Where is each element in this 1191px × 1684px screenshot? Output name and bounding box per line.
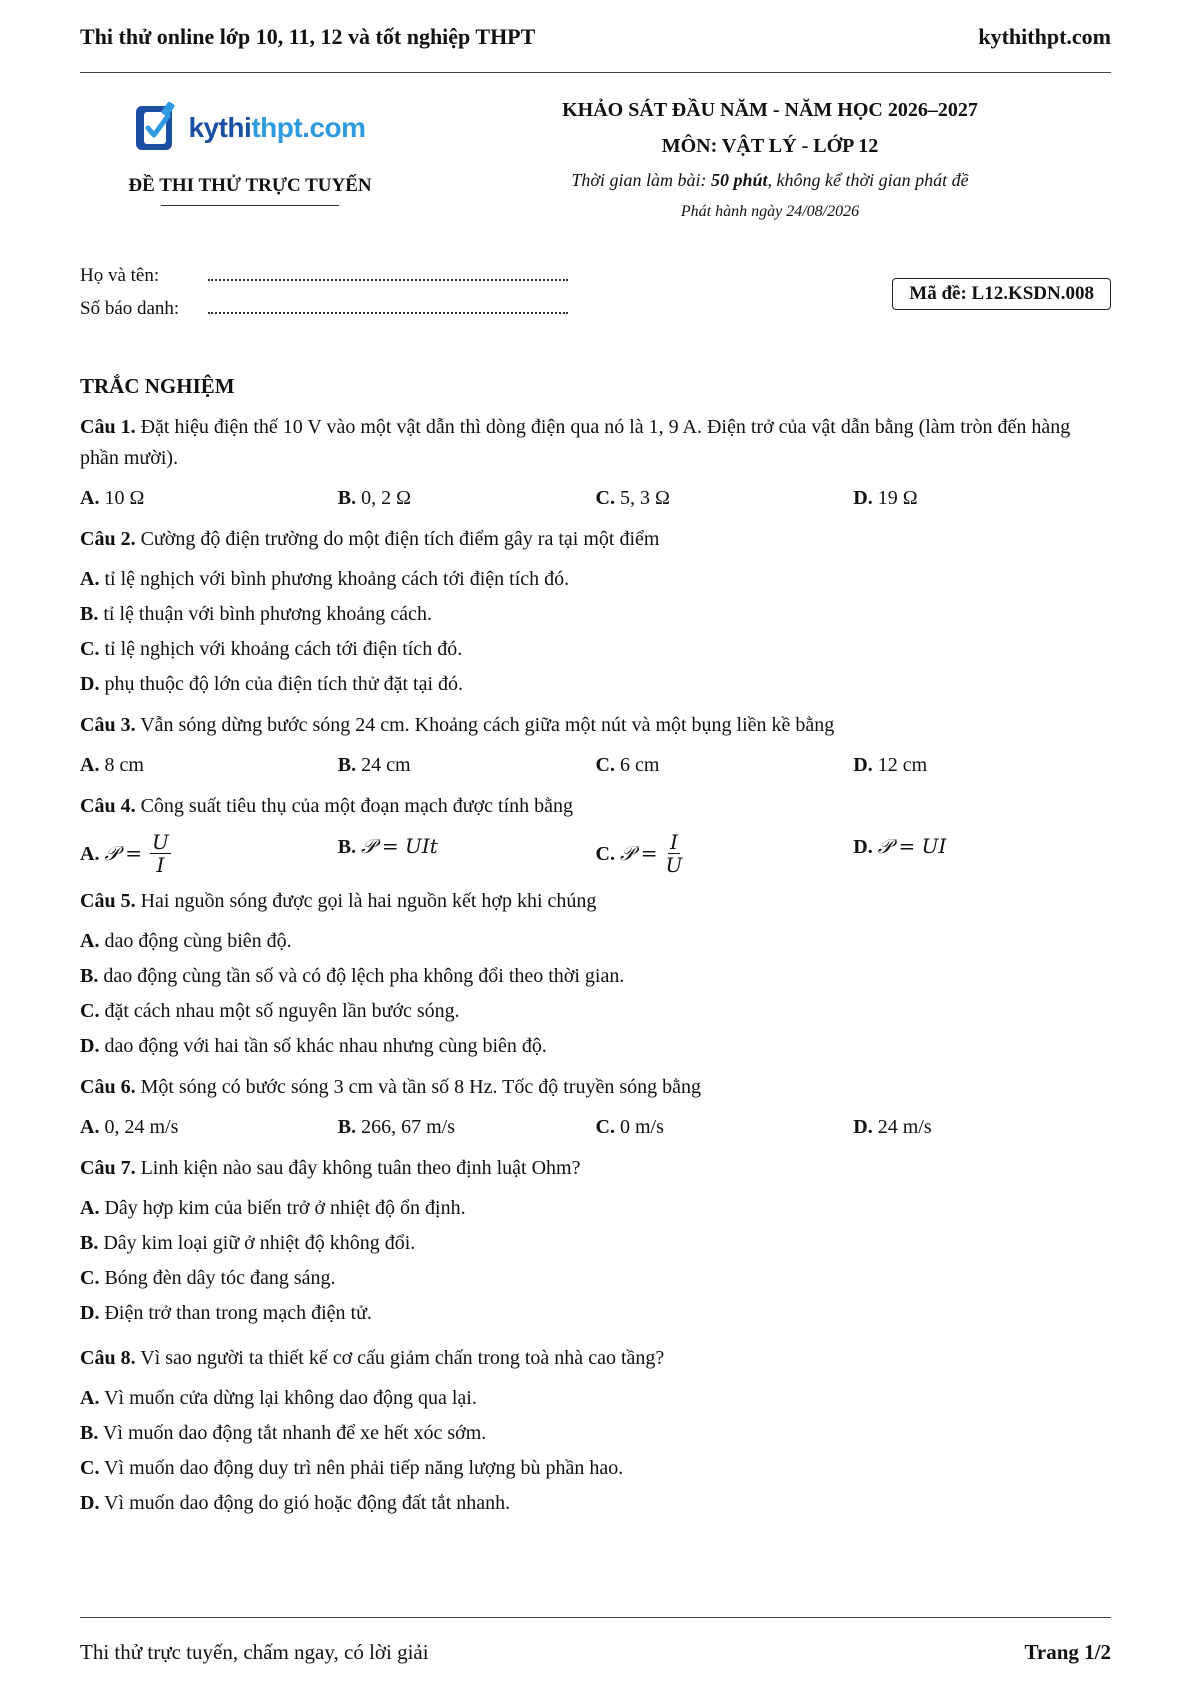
option-text: 6 cm bbox=[619, 754, 660, 776]
exam-subject: MÔN: VẬT LÝ - LỚP 12 bbox=[661, 135, 879, 157]
answer-option-c[interactable] bbox=[80, 1453, 1111, 1484]
option-text: dao động cùng biên độ. bbox=[104, 930, 292, 952]
question-list bbox=[80, 412, 1111, 1529]
footer-divider bbox=[80, 1617, 1111, 1618]
option-text: phụ thuộc độ lớn của điện tích thử đặt tại đó. bbox=[104, 673, 464, 695]
question-number: Câu 3. bbox=[80, 714, 136, 736]
question-text: Đặt hiệu điện thế 10 V vào một vật dẫn thì dòng điện qua nó là 1, 9 A. Điện trở của vật dẫn bằng (làm tròn đến hàng phần mười). bbox=[80, 416, 1071, 469]
option-letter: C. bbox=[80, 638, 100, 660]
option-letter: A. bbox=[80, 843, 100, 865]
option-letter: C. bbox=[595, 1116, 615, 1138]
question-text: Linh kiện nào sau đây không tuân theo định luật Ohm? bbox=[140, 1157, 581, 1179]
question-text: Vẫn sóng dừng bước sóng 24 cm. Khoảng cách giữa một nút và một bụng liền kề bằng bbox=[140, 714, 835, 736]
exam-duration: Thời gian làm bài: 50 phút, không kể thời gian phát đề bbox=[571, 170, 969, 190]
question-1 bbox=[80, 412, 1111, 514]
answer-option-d[interactable] bbox=[80, 669, 1111, 700]
question-2 bbox=[80, 524, 1111, 700]
option-text: tỉ lệ nghịch với bình phương khoảng cách tới điện tích đó. bbox=[104, 568, 570, 590]
id-label: Số báo danh: bbox=[80, 298, 180, 319]
option-text: 19 Ω bbox=[877, 487, 918, 509]
option-letter: D. bbox=[853, 487, 873, 509]
option-letter: C. bbox=[595, 843, 615, 865]
option-text: Điện trở than trong mạch điện tử. bbox=[104, 1302, 372, 1324]
option-letter: A. bbox=[80, 1197, 100, 1219]
answer-option-b[interactable] bbox=[338, 1112, 596, 1143]
logo-subtitle: ĐỀ THI THỬ TRỰC TUYẾN bbox=[128, 175, 372, 196]
option-letter: C. bbox=[80, 1000, 100, 1022]
answer-options bbox=[80, 483, 1111, 514]
question-8 bbox=[80, 1343, 1111, 1519]
exam-heading bbox=[530, 96, 1010, 221]
fraction bbox=[666, 831, 683, 876]
answer-option-a[interactable] bbox=[80, 1193, 610, 1224]
option-letter: D. bbox=[853, 1116, 873, 1138]
option-letter: A. bbox=[80, 930, 100, 952]
header-left-text: Thi thử online lớp 10, 11, 12 và tốt nghiệp THPT bbox=[80, 24, 536, 49]
option-text: Dây kim loại giữ ở nhiệt độ không đổi. bbox=[103, 1232, 416, 1254]
answer-option-b[interactable] bbox=[338, 483, 596, 514]
page-number: Trang 1/2 bbox=[1024, 1640, 1111, 1664]
question-number: Câu 1. bbox=[80, 416, 136, 438]
option-letter: D. bbox=[80, 1492, 100, 1514]
question-3 bbox=[80, 710, 1111, 781]
option-letter: D. bbox=[853, 836, 873, 858]
option-letter: D. bbox=[80, 1302, 100, 1324]
option-formula: 𝒫 = UI bbox=[877, 834, 947, 858]
exam-title: KHẢO SÁT ĐẦU NĂM - NĂM HỌC 2026–2027 bbox=[562, 99, 978, 121]
name-label: Họ và tên: bbox=[80, 265, 160, 286]
answer-option-a[interactable] bbox=[80, 926, 1111, 957]
option-letter: B. bbox=[80, 965, 99, 987]
answer-options bbox=[80, 1193, 1111, 1333]
option-letter: A. bbox=[80, 487, 100, 509]
option-letter: C. bbox=[595, 487, 615, 509]
question-stem bbox=[80, 791, 1111, 822]
option-letter: B. bbox=[337, 487, 357, 509]
question-stem bbox=[80, 886, 1111, 917]
question-text: Hai nguồn sóng được gọi là hai nguồn kết hợp khi chúng bbox=[140, 890, 597, 912]
exam-code-box: Mã đề: L12.KSDN.008 bbox=[892, 278, 1111, 310]
answer-option-d[interactable] bbox=[80, 1031, 1111, 1062]
option-text: Dây hợp kim của biến trở ở nhiệt độ ổn định. bbox=[104, 1197, 466, 1219]
id-field[interactable] bbox=[208, 298, 568, 314]
option-letter: C. bbox=[80, 1457, 100, 1479]
answer-option-a[interactable] bbox=[80, 1112, 338, 1143]
answer-option-b[interactable] bbox=[338, 750, 596, 781]
answer-option-b[interactable] bbox=[80, 599, 1111, 630]
option-text: 24 cm bbox=[361, 754, 411, 776]
exam-issue-date: Phát hành ngày 24/08/2026 bbox=[680, 203, 860, 220]
question-stem bbox=[80, 1072, 1111, 1103]
option-text: 0, 24 m/s bbox=[104, 1116, 179, 1138]
answer-options bbox=[80, 926, 1111, 1062]
answer-options bbox=[80, 1112, 1111, 1143]
option-text: 10 Ω bbox=[104, 487, 145, 509]
question-stem bbox=[80, 1343, 1111, 1374]
answer-option-a[interactable] bbox=[80, 750, 338, 781]
option-letter: A. bbox=[80, 1116, 100, 1138]
option-text: Vì muốn cửa dừng lại không dao động qua lại. bbox=[104, 1387, 477, 1409]
option-text: Vì muốn dao động duy trì nên phải tiếp năng lượng bù phần hao. bbox=[104, 1457, 624, 1479]
question-number: Câu 2. bbox=[80, 528, 136, 550]
logo-wordmark: kythithpt.com bbox=[188, 112, 366, 143]
option-text: tỉ lệ nghịch với khoảng cách tới điện tích đó. bbox=[104, 638, 463, 660]
fraction bbox=[150, 831, 171, 876]
footer-tagline: Thi thử trực tuyến, chấm ngay, có lời giải bbox=[80, 1640, 429, 1664]
logo-underline bbox=[161, 205, 339, 206]
option-text: Bóng đèn dây tóc đang sáng. bbox=[104, 1267, 336, 1289]
option-letter: A. bbox=[80, 754, 100, 776]
formula-lhs: 𝒫 = bbox=[104, 841, 142, 865]
option-text: dao động với hai tần số khác nhau nhưng cùng biên độ. bbox=[104, 1035, 547, 1057]
question-4 bbox=[80, 791, 1111, 876]
option-formula bbox=[620, 831, 682, 876]
answer-options bbox=[80, 831, 1111, 876]
answer-option-b[interactable] bbox=[80, 1418, 1111, 1449]
answer-option-d[interactable] bbox=[853, 750, 1111, 781]
question-text: Công suất tiêu thụ của một đoạn mạch được tính bằng bbox=[140, 795, 574, 817]
answer-options bbox=[80, 750, 1111, 781]
question-number: Câu 4. bbox=[80, 795, 136, 817]
answer-option-c[interactable] bbox=[596, 831, 854, 876]
answer-option-d[interactable] bbox=[80, 1298, 610, 1329]
question-5 bbox=[80, 886, 1111, 1062]
question-text: Một sóng có bước sóng 3 cm và tần số 8 Hz. Tốc độ truyền sóng bằng bbox=[140, 1076, 701, 1098]
answer-options bbox=[80, 564, 1111, 700]
site-logo[interactable] bbox=[134, 100, 365, 156]
fraction-denominator: I bbox=[156, 853, 165, 877]
question-number: Câu 6. bbox=[80, 1076, 136, 1098]
option-letter: B. bbox=[337, 1116, 357, 1138]
question-number: Câu 5. bbox=[80, 890, 136, 912]
top-header bbox=[80, 22, 1111, 52]
section-title: TRẮC NGHIỆM bbox=[80, 374, 235, 398]
option-letter: A. bbox=[80, 1387, 100, 1409]
option-text: 24 m/s bbox=[877, 1116, 932, 1138]
question-stem bbox=[80, 1153, 1111, 1184]
option-letter: B. bbox=[80, 1232, 99, 1254]
option-letter: D. bbox=[80, 673, 100, 695]
option-letter: C. bbox=[595, 754, 615, 776]
header-divider bbox=[80, 72, 1111, 73]
answer-option-a[interactable] bbox=[80, 831, 338, 876]
formula-lhs: 𝒫 = bbox=[619, 841, 658, 865]
answer-option-d[interactable] bbox=[80, 1488, 1111, 1519]
logo-mark-icon bbox=[134, 102, 182, 154]
exam-page bbox=[80, 0, 1111, 1684]
answer-option-d[interactable] bbox=[853, 1112, 1111, 1143]
answer-option-c[interactable] bbox=[80, 996, 1111, 1027]
question-number: Câu 8. bbox=[80, 1347, 136, 1369]
question-6 bbox=[80, 1072, 1111, 1143]
option-letter: C. bbox=[80, 1267, 100, 1289]
student-info bbox=[80, 265, 568, 331]
question-stem bbox=[80, 524, 1111, 555]
header-site-link[interactable]: kythithpt.com bbox=[978, 24, 1111, 49]
option-letter: D. bbox=[853, 754, 873, 776]
answer-option-b[interactable] bbox=[80, 1228, 610, 1259]
option-letter: B. bbox=[80, 603, 99, 625]
question-stem bbox=[80, 412, 1111, 474]
page-footer bbox=[80, 1640, 1111, 1665]
answer-option-a[interactable] bbox=[80, 1383, 1111, 1414]
option-letter: A. bbox=[80, 568, 100, 590]
question-text: Vì sao người ta thiết kế cơ cấu giảm chấn trong toà nhà cao tầng? bbox=[140, 1347, 665, 1369]
answer-option-b[interactable] bbox=[338, 831, 596, 876]
answer-option-c[interactable] bbox=[596, 750, 854, 781]
fraction-numerator: U bbox=[152, 830, 169, 854]
name-field[interactable] bbox=[208, 265, 568, 281]
answer-option-d[interactable] bbox=[853, 831, 1111, 876]
fraction-denominator: U bbox=[665, 853, 683, 877]
answer-option-c[interactable] bbox=[596, 483, 854, 514]
answer-option-a[interactable] bbox=[80, 564, 1111, 595]
option-text: tỉ lệ thuận với bình phương khoảng cách. bbox=[103, 603, 432, 625]
option-text: 0 m/s bbox=[619, 1116, 664, 1138]
option-letter: D. bbox=[80, 1035, 100, 1057]
option-text: 266, 67 m/s bbox=[361, 1116, 455, 1138]
answer-option-d[interactable] bbox=[853, 483, 1111, 514]
option-formula: 𝒫 = UIt bbox=[361, 834, 438, 858]
option-text: 12 cm bbox=[877, 754, 928, 776]
option-text: đặt cách nhau một số nguyên lần bước sóng. bbox=[104, 1000, 460, 1022]
option-text: Vì muốn dao động do gió hoặc động đất tắt nhanh. bbox=[104, 1492, 511, 1514]
answer-options bbox=[80, 1383, 1111, 1519]
option-text: 0, 2 Ω bbox=[361, 487, 411, 509]
option-text: dao động cùng tần số và có độ lệch pha không đổi theo thời gian. bbox=[103, 965, 625, 987]
question-stem bbox=[80, 710, 1111, 741]
option-text: Vì muốn dao động tắt nhanh để xe hết xóc sớm. bbox=[102, 1422, 487, 1444]
logo-block bbox=[80, 100, 420, 206]
option-text: 5, 3 Ω bbox=[619, 487, 670, 509]
option-letter: B. bbox=[337, 754, 357, 776]
option-text: 8 cm bbox=[104, 754, 144, 776]
option-formula bbox=[104, 831, 170, 876]
answer-option-c[interactable] bbox=[80, 1263, 610, 1294]
answer-option-c[interactable] bbox=[80, 634, 1111, 665]
fraction-numerator: I bbox=[669, 830, 678, 854]
answer-option-c[interactable] bbox=[596, 1112, 854, 1143]
question-text: Cường độ điện trường do một điện tích điểm gây ra tại một điểm bbox=[140, 528, 660, 550]
question-number: Câu 7. bbox=[80, 1157, 136, 1179]
option-letter: B. bbox=[80, 1422, 99, 1444]
answer-option-b[interactable] bbox=[80, 961, 1111, 992]
question-7 bbox=[80, 1153, 1111, 1333]
option-letter: B. bbox=[337, 836, 357, 858]
answer-option-a[interactable] bbox=[80, 483, 338, 514]
